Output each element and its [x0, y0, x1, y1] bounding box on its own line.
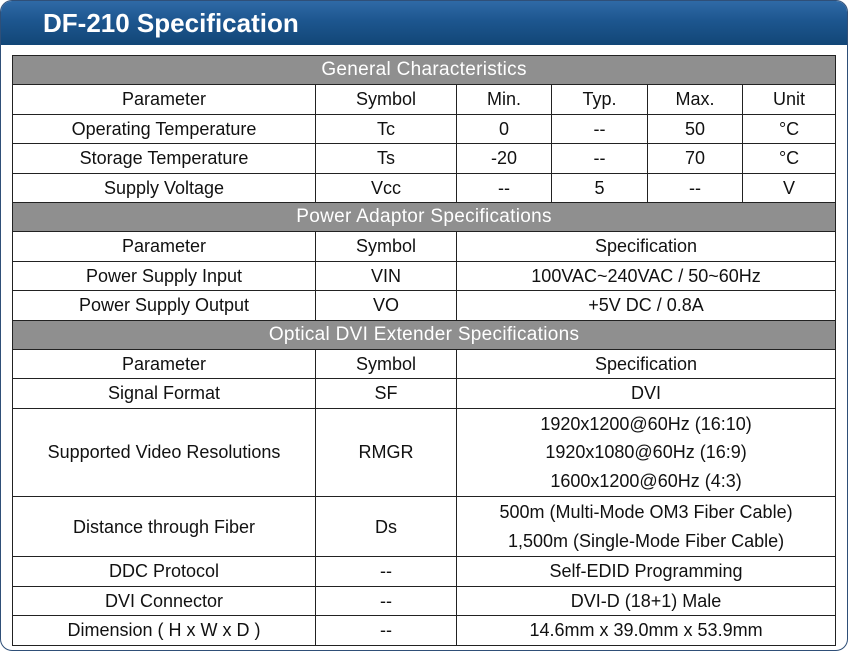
- table-cell: DVI: [457, 379, 836, 409]
- section-header-power: [13, 203, 836, 232]
- table-cell: DDC Protocol: [13, 557, 316, 587]
- table-cell: --: [648, 173, 743, 203]
- table-cell: Distance through Fiber: [13, 497, 316, 557]
- distance-line: 500m (Multi-Mode OM3 Fiber Cable): [499, 502, 793, 522]
- table-cell: --: [552, 144, 648, 174]
- column-header: Specification: [457, 232, 836, 262]
- table-cell: [457, 497, 836, 557]
- section-header-general: [13, 56, 836, 85]
- table-cell: °C: [743, 114, 836, 144]
- table-cell: DVI Connector: [13, 586, 316, 616]
- table-cell: 14.6mm x 39.0mm x 53.9mm: [457, 616, 836, 646]
- column-header: Parameter: [13, 85, 316, 115]
- resolution-line: 1920x1200@60Hz (16:10): [540, 413, 752, 434]
- column-header: Unit: [743, 85, 836, 115]
- table-row: [13, 173, 836, 203]
- table-cell: 0: [457, 114, 552, 144]
- table-cell: Vcc: [316, 173, 457, 203]
- table-header-row: [13, 85, 836, 115]
- table-cell: Ds: [316, 497, 457, 557]
- table-cell: 70: [648, 144, 743, 174]
- resolution-line: 1920x1080@60Hz (16:9): [545, 442, 747, 462]
- table-row: [13, 291, 836, 321]
- table-cell: °C: [743, 144, 836, 174]
- table-header-row: [13, 232, 836, 262]
- table-cell: --: [552, 114, 648, 144]
- column-header: Symbol: [316, 85, 457, 115]
- table-cell: V: [743, 173, 836, 203]
- page-title: DF-210 Specification: [43, 8, 299, 38]
- table-row: [13, 497, 836, 557]
- table-cell: SF: [316, 379, 457, 409]
- table-cell: Signal Format: [13, 379, 316, 409]
- table-cell: VO: [316, 291, 457, 321]
- column-header: Typ.: [552, 85, 648, 115]
- table-cell: Tc: [316, 114, 457, 144]
- table-row: [13, 379, 836, 409]
- table-cell: Operating Temperature: [13, 114, 316, 144]
- table-header-row: [13, 349, 836, 379]
- table-cell: Supported Video Resolutions: [13, 408, 316, 497]
- column-header: Parameter: [13, 349, 316, 379]
- table-row: [13, 586, 836, 616]
- table-cell: +5V DC / 0.8A: [457, 291, 836, 321]
- column-header: Symbol: [316, 349, 457, 379]
- column-header: Max.: [648, 85, 743, 115]
- table-cell: [457, 408, 836, 497]
- table-cell: Ts: [316, 144, 457, 174]
- table-cell: 50: [648, 114, 743, 144]
- section-title: General Characteristics: [13, 56, 836, 85]
- table-row: [13, 557, 836, 587]
- table-row: [13, 408, 836, 497]
- table-cell: --: [316, 557, 457, 587]
- resolution-line: 1600x1200@60Hz (4:3): [550, 470, 742, 491]
- table-row: [13, 144, 836, 174]
- spec-table: [12, 55, 836, 646]
- table-cell: 5: [552, 173, 648, 203]
- table-cell: Supply Voltage: [13, 173, 316, 203]
- table-cell: -20: [457, 144, 552, 174]
- distance-line: 1,500m (Single-Mode Fiber Cable): [507, 530, 785, 551]
- table-cell: Dimension ( H x W x D ): [13, 616, 316, 646]
- section-title: Optical DVI Extender Specifications: [13, 320, 836, 349]
- table-cell: --: [316, 616, 457, 646]
- table-row: [13, 114, 836, 144]
- table-cell: DVI-D (18+1) Male: [457, 586, 836, 616]
- column-header: Min.: [457, 85, 552, 115]
- column-header: Symbol: [316, 232, 457, 262]
- table-row: [13, 261, 836, 291]
- table-row: [13, 616, 836, 646]
- table-cell: --: [457, 173, 552, 203]
- table-cell: Storage Temperature: [13, 144, 316, 174]
- column-header: Parameter: [13, 232, 316, 262]
- table-cell: RMGR: [316, 408, 457, 497]
- table-cell: VIN: [316, 261, 457, 291]
- section-title: Power Adaptor Specifications: [13, 203, 836, 232]
- table-cell: Power Supply Output: [13, 291, 316, 321]
- table-cell: Power Supply Input: [13, 261, 316, 291]
- column-header: Specification: [457, 349, 836, 379]
- title-bar: [1, 1, 847, 45]
- section-header-optical: [13, 320, 836, 349]
- table-cell: 100VAC~240VAC / 50~60Hz: [457, 261, 836, 291]
- table-cell: Self-EDID Programming: [457, 557, 836, 587]
- table-cell: --: [316, 586, 457, 616]
